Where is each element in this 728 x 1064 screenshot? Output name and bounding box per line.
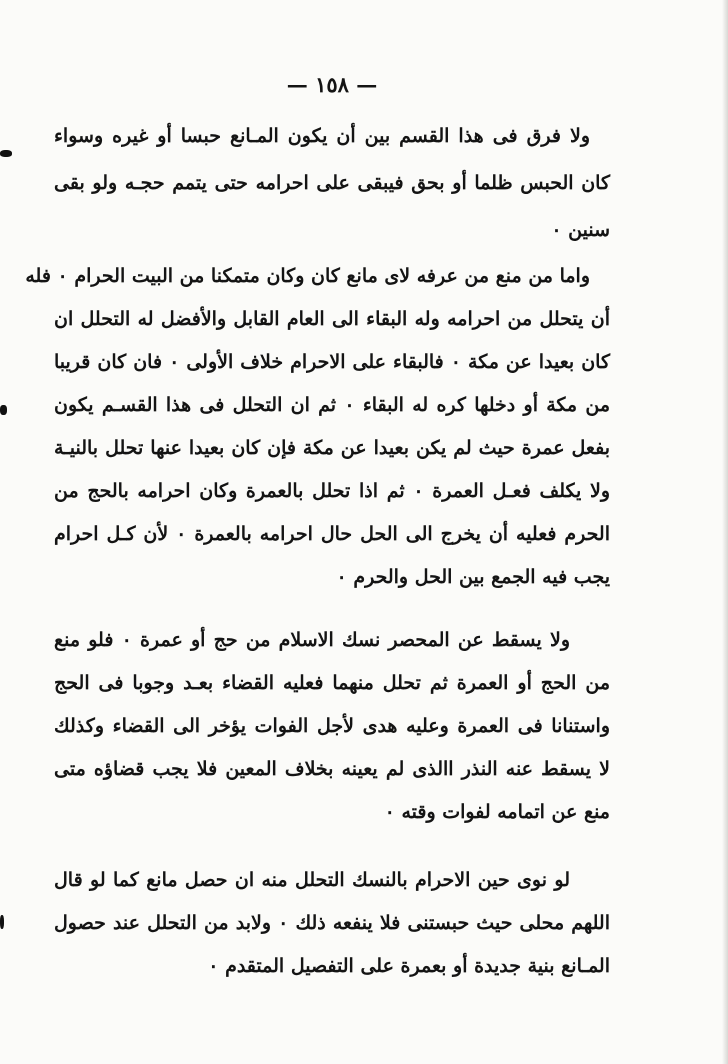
paragraph-2 [25, 264, 611, 589]
binding-hole-mark [0, 405, 7, 415]
text-line: يجب فيه الجمع بين الحل والحرم ٠ [336, 566, 610, 588]
text-line: لا يسقط عنه النذر االذى لم يعينه بخلاف المعين فلا يجب قضاؤه متى [54, 758, 610, 780]
paragraph-4 [54, 868, 610, 978]
text-line: من مكة أو دخلها كره له البقاء ٠ ثم ان التحلل فى هذا القسـم يكون [54, 394, 610, 416]
text-line: كان الحبس ظلما أو بحق فيبقى على احرامه حتى يتمم حجـه ولو بقى [54, 172, 610, 194]
text-line: ولا يكلف فعـل العمرة ٠ ثم اذا تحلل بالعمرة وكان احرامه بالحج من [54, 480, 610, 502]
text-line: سنين ٠ [551, 219, 610, 241]
text-line: اللهم محلى حيث حبستنى فلا ينفعه ذلك ٠ ولابد من التحلل عند حصول [54, 912, 611, 934]
text-line: بفعل عمرة حيث لم يكن بعيدا عن مكة فإن كان بعيدا عنها تحلل بالنيـة [54, 437, 610, 459]
binding-hole-mark [0, 150, 12, 157]
text-line: أن يتحلل من احرامه وله البقاء الى العام القابل والأفضل له التحلل ان [54, 308, 610, 330]
text-line: من الحج أو العمرة ثم تحلل منهما فعليه القضاء بعـد وجوبا فى الحج [54, 672, 610, 694]
text-line: واستنانا فى العمرة وعليه هدى لأجل الفوات يؤخر الى القضاء وكذلك [54, 715, 610, 737]
page-number: — ١٥٨ — [286, 72, 378, 97]
page-edge-shadow [722, 0, 728, 1064]
text-line: ولا يسقط عن المحصر نسك الاسلام من حج أو عمرة ٠ فلو منع [54, 629, 570, 651]
text-line: ولا فرق فى هذا القسم بين أن يكون المـانع حبسا أو غيره وسواء [54, 125, 590, 147]
text-line: الحرم فعليه أن يخرج الى الحل حال احرامه بالعمرة ٠ لأن كـل احرام [54, 523, 610, 545]
text-line: كان بعيدا عن مكة ٠ فالبقاء على الاحرام خلاف الأولى ٠ فان كان قريبا [54, 351, 611, 373]
binding-hole-mark [0, 915, 4, 929]
paragraph-1 [54, 124, 610, 242]
text-line: واما من منع من عرفه لاى مانع كان وكان متمكنا من البيت الحرام ٠ فله [25, 265, 590, 287]
text-line: منع عن اتمامه لفوات وقته ٠ [384, 801, 610, 823]
text-line: المـانع بنية جديدة أو بعمرة على التفصيل المتقدم ٠ [208, 955, 610, 977]
paragraph-3 [54, 628, 610, 824]
text-line: لو نوى حين الاحرام بالنسك التحلل منه ان حصل مانع كما لو قال [54, 869, 570, 891]
